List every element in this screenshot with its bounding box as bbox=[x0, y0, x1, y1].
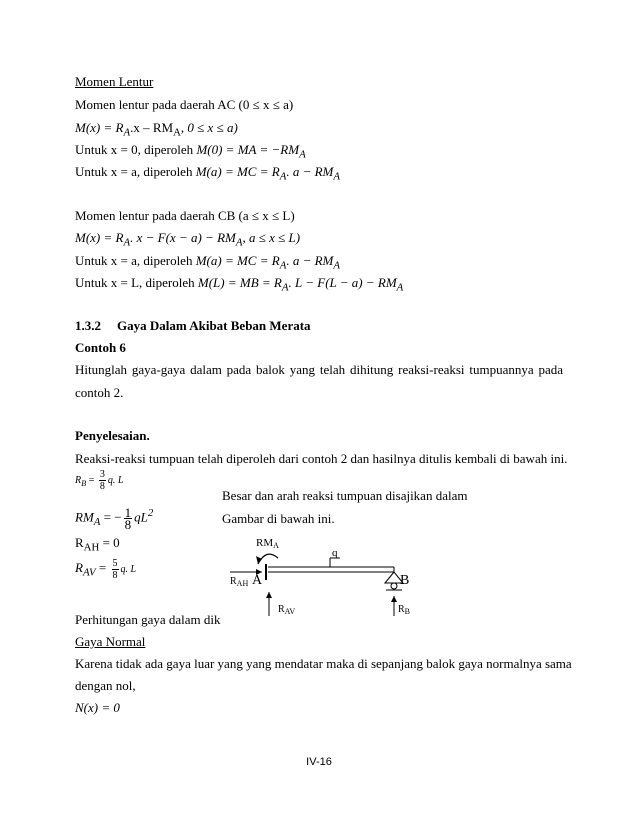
cb-formula: $M(x) = R_A$. $x - F(x - a) - RM_A$, a ≤ x ≤ L) bbox=[75, 230, 301, 249]
note-line-1: Besar dan arah reaksi tumpuan disajikan dalam bbox=[222, 488, 468, 503]
rb-formula: $R_B$ = $\frac{3}{8}$ q. L bbox=[75, 469, 124, 493]
cb-title: Momen lentur pada daerah CB (a ≤ x ≤ L) bbox=[75, 208, 295, 223]
ac-title: Momen lentur pada daerah AC (0 ≤ x ≤ a) bbox=[75, 97, 294, 112]
normal-text-line-2: dengan nol, bbox=[75, 678, 136, 693]
diagram-rav-label: $R_{AV}$ bbox=[278, 604, 296, 616]
diagram-q-label: q bbox=[332, 547, 338, 559]
note-line-2: Gambar di bawah ini. bbox=[222, 511, 335, 526]
diagram-rb-label: $R_B$ bbox=[398, 604, 411, 616]
page-number: IV-16 bbox=[306, 756, 332, 768]
beam-diagram bbox=[222, 534, 422, 624]
normal-text-line-1: Karena tidak ada gaya luar yang yang mendatar maka di sepanjang balok gaya normalnya sama bbox=[75, 656, 572, 671]
diagram-b-label: B bbox=[400, 573, 410, 588]
cb-xa-line: Untuk x = a, diperoleh M(a) = MC = $R_A$. $a - RM_A$ bbox=[75, 253, 340, 272]
example-heading: Contoh 6 bbox=[75, 340, 126, 355]
ac-formula: $M(x) = R_A.x - RM_A$, 0 ≤ x ≤ a) bbox=[75, 120, 238, 139]
ac-x0-line: Untuk x = 0, diperoleh M(0) = MA = $-RM_A$ bbox=[75, 142, 306, 161]
solution-heading: Penyelesaian. bbox=[75, 428, 150, 443]
problem-line-1: Hitunglah gaya-gaya dalam pada balok yang telah dihitung reaksi-reaksi tumpuannya pada bbox=[75, 362, 563, 377]
cb-xl-line: Untuk x = L, diperoleh M(L) = MB = $R_A$. $L - F(L - a) - RM_A$ bbox=[75, 275, 404, 294]
rah-formula: $R_{AH} = 0$ bbox=[75, 535, 120, 554]
normal-heading: Gaya Normal bbox=[75, 634, 146, 649]
problem-line-2: contoh 2. bbox=[75, 385, 124, 400]
diagram-rah-label: $R_{AH}$ bbox=[230, 576, 249, 588]
roller-wheel bbox=[391, 583, 397, 589]
rb-arrow-head bbox=[391, 596, 397, 602]
rav-formula: $R_{AV}$ = $\frac{5}{8}$ q. L bbox=[75, 557, 137, 581]
ac-xa-line: Untuk x = a, diperoleh M(a) = MC = $R_A$. $a - RM_A$ bbox=[75, 164, 340, 183]
diagram-a-label: A bbox=[252, 573, 263, 588]
rma-formula: $RM_A$ = − $\frac{1}{8}$ $qL^2$ bbox=[75, 504, 154, 532]
section-heading: 1.3.2 Gaya Dalam Akibat Beban Merata bbox=[75, 318, 311, 333]
normal-formula: N(x) = 0 bbox=[75, 700, 120, 715]
diagram-rma-label: RMA bbox=[256, 537, 279, 550]
rav-arrow-head bbox=[266, 592, 272, 598]
moment-heading: Momen Lentur bbox=[75, 74, 154, 89]
solution-text: Reaksi-reaksi tumpuan telah diperoleh dari contoh 2 dan hasilnya ditulis kembali di bawah ini. bbox=[75, 451, 568, 466]
truncated-line: Perhitungan gaya dalam dik bbox=[75, 612, 221, 627]
